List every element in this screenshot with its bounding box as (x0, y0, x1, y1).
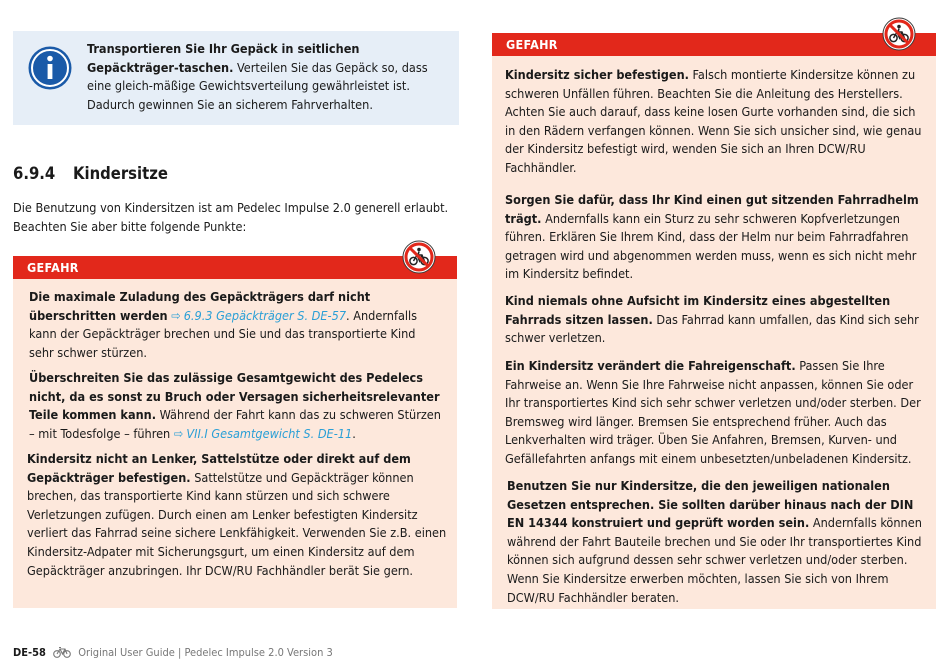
danger-paragraph-2: Überschreiten Sie das zulässige Gesamtgewicht des Pedelecs nicht, da es sonst zu Bruch oder Versagen sicherheitsrelevanter Teile kommen kann. Während der Fahrt kann das zu schweren Stürzen – mit Todesfolge – führen ⇨ VII.I Gesamtgewicht S. DE-11. (29, 370, 441, 441)
danger-paragraph-3: Kindersitz nicht an Lenker, Sattelstütze oder direkt auf dem Gepäckträger befestigen. Sattelstütze und Gepäckträger können brechen, das transportierte Kind kann stürzen und sich schwere Verletzungen zufügen. Durch einen am Lenker befestigten Kindersitz verliert das Fahrrad seine sichere Lenkfähigkeit. Verwenden Sie z.B. einen Kindersitz-Adpater mit Sicherungsgurt, um einen Kindersitz auf dem Gepäckträger anzubringen. Ihr DCW/RU Fachhändler berät Sie gern. (27, 451, 447, 578)
danger-paragraph-2: Sorgen Sie dafür, dass Ihr Kind einen gut sitzenden Fahrradhelm trägt. Andernfalls kann ein Sturz zu sehr schweren Kopfverletzungen führen. Erklären Sie Ihrem Kind, dass der Helm nur beim Fahrradfahren getragen wird und abgenommen werden muss, wenn es sich nicht mehr im Kindersitz befindet. (505, 192, 919, 282)
bicycle-icon (53, 646, 71, 658)
footer-text: Original User Guide | Pedelec Impulse 2.0 Version 3 (78, 646, 333, 659)
danger-paragraph-4: Ein Kindersitz verändert die Fahreigenschaft. Passen Sie Ihre Fahrweise an. Wenn Sie Ihre Fahrweise nicht anpassen, können Sie oder Ihr transportiertes Kind sich sehr schwer verletzen und/oder sterben. Der Bremsweg wird länger. Bremsen Sie entsprechend früher. Auch das Lenkverhalten wird träger. Üben Sie Anfahren, Bremsen, Kurven- und Gefällefahrten anfangs mit einem unbesetzten/unbeladenen Kindersitz. (505, 358, 921, 466)
no-bicycle-hazard-icon (402, 240, 436, 274)
page-number: DE-58 (13, 646, 46, 659)
no-bicycle-hazard-icon (882, 17, 916, 51)
arrow-right-icon: ⇨ (173, 425, 184, 441)
danger-box-left (13, 256, 457, 608)
danger-paragraph-5: Benutzen Sie nur Kindersitze, die den jeweiligen nationalen Gesetzen entsprechen. Sie sollten darüber hinaus nach der DIN EN 14344 konstruiert und geprüft worden sein. Andernfalls können während der Fahrt Bauteile brechen und Sie oder Ihr transportiertes Kind können sich aufgrund dessen sehr schwer verletzen und/oder sterben. Wenn Sie Kindersitze erwerben möchten, lassen Sie sich von Ihrem DCW/RU Fachhändler beraten. (507, 478, 922, 605)
danger-paragraph-1: Kindersitz sicher befestigen. Falsch montierte Kindersitze können zu schweren Unfällen führen. Beachten Sie die Anleitung des Herstellers. Achten Sie auch darauf, dass keine losen Gurte vorhanden sind, die sich in den Rädern verfangen können. Wenn Sie sich unsicher sind, wie genau der Kindersitz befestigt wird, wenden Sie sich an Ihren DCW/RU Fachhändler. (505, 67, 922, 175)
arrow-right-icon: ⇨ (171, 307, 181, 323)
link-gepaecktraeger[interactable]: 6.9.3 Gepäckträger S. DE-57 (183, 307, 347, 323)
link-gesamtgewicht[interactable]: VII.I Gesamtgewicht S. DE-11 (186, 425, 353, 441)
danger-paragraph-3: Kind niemals ohne Aufsicht im Kindersitz eines abgestellten Fahrrads sitzen lassen. Das Fahrrad kann umfallen, das Kind sich sehr schwer verletzen. (505, 293, 919, 346)
section-heading (13, 164, 168, 183)
info-circle-icon (27, 45, 73, 91)
danger-header: GEFAHR (492, 33, 936, 56)
page-footer (13, 646, 333, 659)
danger-box-right (492, 33, 936, 609)
section-title: Kindersitze (73, 164, 168, 183)
danger-header: GEFAHR (13, 256, 457, 279)
section-number: 6.9.4 (13, 164, 56, 183)
intro-text: Die Benutzung von Kindersitzen ist am Pedelec Impulse 2.0 generell erlaubt. Beachten Sie aber bitte folgende Punkte: (13, 200, 449, 234)
danger-paragraph-1: Die maximale Zuladung des Gepäckträgers darf nicht überschritten werden ⇨ 6.9.3 Gepäckträger S. DE-57. Andernfalls kann der Gepäckträger brechen und Sie und das transportierte Kind sehr schwer stürzen. (29, 289, 418, 360)
info-box (13, 31, 459, 125)
info-text: Transportieren Sie Ihr Gepäck in seitlichen Gepäckträger-taschen. Verteilen Sie das Gepäck so, dass eine gleich-mäßige Gewichtsverteilung gewährleistet ist. Dadurch gewinnen Sie an sicherem Fahrverhalten. (87, 41, 428, 112)
